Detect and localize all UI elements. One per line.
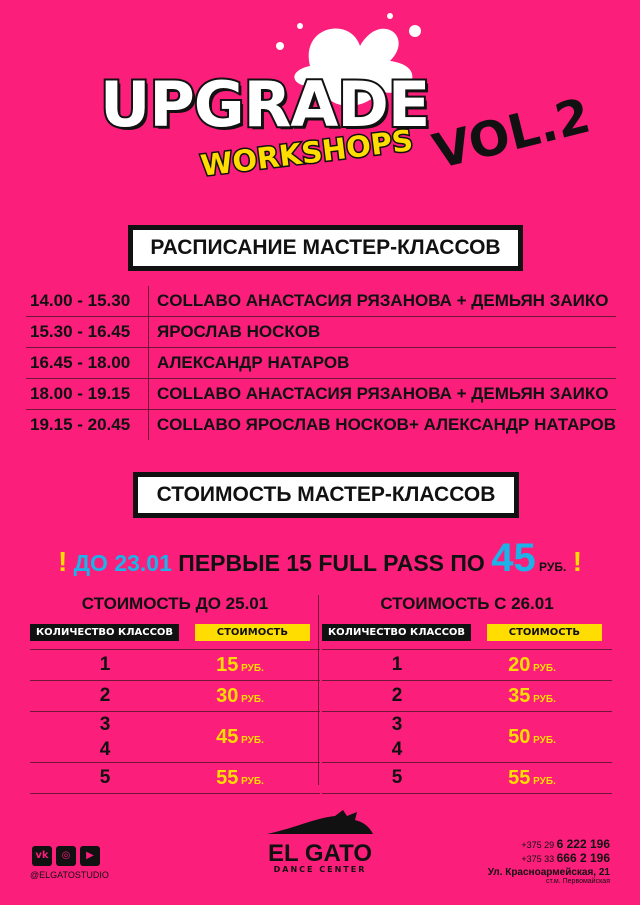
schedule-name: COLLABO АНАСТАСИЯ РЯЗАНОВА + ДЕМЬЯН ЗАИКО — [157, 291, 609, 310]
price-row — [30, 680, 320, 711]
phone-2[interactable]: +375 33 666 2 196 — [521, 851, 610, 865]
schedule-name: COLLABO АНАСТАСИЯ РЯЗАНОВА + ДЕМЬЯН ЗАИКО — [157, 384, 609, 403]
class-count: 2 — [99, 685, 111, 706]
social-links — [32, 846, 100, 866]
schedule-name: COLLABO ЯРОСЛАВ НОСКОВ+ АЛЕКСАНДР НАТАРОВ — [156, 415, 616, 434]
schedule-time: 18.00 - 19.15 — [26, 379, 149, 409]
exclamation-icon: ! — [57, 546, 68, 577]
class-price: 30 РУБ. — [216, 684, 264, 707]
schedule-time: 16.45 - 18.00 — [26, 348, 149, 378]
class-count: 5 — [391, 767, 403, 788]
event-title: UPGRADE — [100, 68, 430, 141]
schedule-time: 19.15 - 20.45 — [26, 410, 149, 440]
price-column-early — [30, 594, 320, 794]
promo-price: 45 — [491, 536, 536, 580]
class-price: 20 РУБ. — [508, 653, 556, 676]
price-column-title: СТОИМОСТЬ ДО 25.01 — [81, 594, 269, 613]
class-count: 5 — [99, 767, 111, 788]
class-price: 15 РУБ. — [216, 653, 264, 676]
logo-text: EL GATO — [267, 840, 372, 867]
pricing-heading: СТОИМОСТЬ МАСТЕР-КЛАССОВ — [133, 472, 519, 518]
schedule-row — [26, 286, 616, 317]
vk-icon[interactable]: vk — [32, 846, 52, 866]
class-price: 50 РУБ. — [508, 725, 556, 748]
phone-1[interactable]: +375 29 6 222 196 — [521, 837, 610, 851]
count-header: КОЛИЧЕСТВО КЛАССОВ — [322, 624, 471, 641]
schedule-row — [26, 410, 616, 440]
class-count: 2 — [391, 685, 403, 706]
price-column-late — [322, 594, 612, 794]
instagram-icon[interactable]: ◎ — [56, 846, 76, 866]
price-row — [322, 711, 612, 762]
metro-station: ст.м. Первомайская — [546, 878, 610, 885]
promo-currency: РУБ. — [535, 560, 567, 574]
promo-text: ПЕРВЫЕ 15 FULL PASS ПО — [171, 550, 492, 576]
cat-silhouette-icon — [265, 808, 375, 836]
count-header: КОЛИЧЕСТВО КЛАССОВ — [30, 624, 179, 641]
price-row — [322, 649, 612, 680]
promo-date: ДО 23.01 — [73, 550, 172, 576]
class-count: 1 — [99, 654, 111, 675]
price-column-title: СТОИМОСТЬ С 26.01 — [380, 594, 554, 613]
class-count: 3 4 — [391, 714, 403, 760]
schedule-heading: РАСПИСАНИЕ МАСТЕР-КЛАССОВ — [128, 225, 523, 271]
price-row — [30, 762, 320, 794]
class-price: 35 РУБ. — [508, 684, 556, 707]
class-count: 1 — [391, 654, 403, 675]
schedule-row — [26, 317, 616, 348]
contacts — [488, 837, 610, 885]
event-volume: VOL.2 — [427, 87, 596, 181]
el-gato-logo — [240, 808, 400, 874]
class-count: 3 4 — [99, 714, 111, 760]
address: Ул. Красноармейская, 21 — [487, 867, 610, 878]
schedule-time: 14.00 - 15.30 — [26, 286, 149, 316]
schedule-row — [26, 348, 616, 379]
exclamation-icon: ! — [572, 546, 583, 577]
logo-subtitle: DANCE CENTER — [273, 865, 367, 874]
social-handle[interactable]: @ELGATOSTUDIO — [30, 870, 109, 880]
schedule-time: 15.30 - 16.45 — [26, 317, 149, 347]
schedule-row — [26, 379, 616, 410]
price-row — [30, 649, 320, 680]
event-subtitle: WORKSHOPS — [198, 123, 415, 183]
price-row — [30, 711, 320, 762]
class-price: 55 РУБ. — [508, 766, 556, 789]
price-row — [322, 680, 612, 711]
schedule-name: АЛЕКСАНДР НАТАРОВ — [157, 353, 350, 372]
class-price: 55 РУБ. — [216, 766, 264, 789]
price-header: СТОИМОСТЬ — [195, 624, 310, 641]
class-price: 45 РУБ. — [216, 725, 264, 748]
price-row — [322, 762, 612, 794]
price-header: СТОИМОСТЬ — [487, 624, 602, 641]
schedule-table — [26, 286, 616, 440]
schedule-name: ЯРОСЛАВ НОСКОВ — [157, 322, 321, 341]
promo-line — [0, 536, 640, 581]
youtube-icon[interactable]: ▶ — [80, 846, 100, 866]
